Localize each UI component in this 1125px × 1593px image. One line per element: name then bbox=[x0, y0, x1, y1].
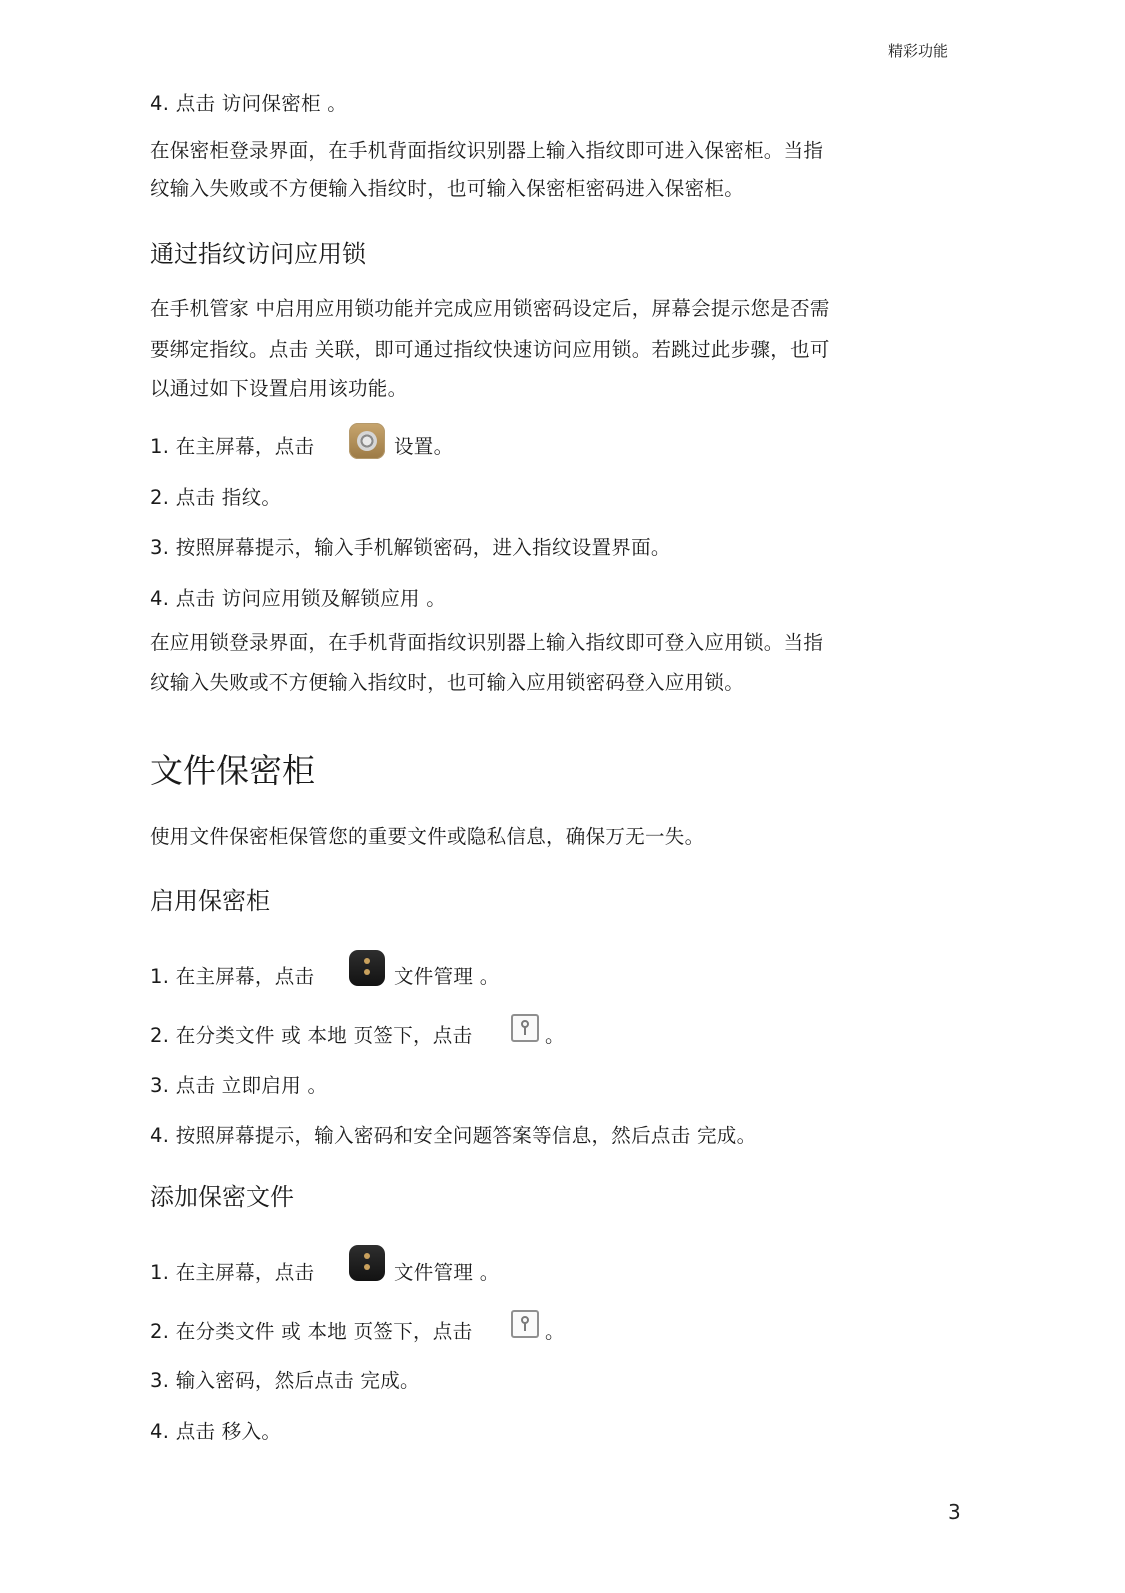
enable-step3: 3. 点击 立即启用 。 bbox=[150, 1074, 328, 1097]
applock-para-line1: 在手机管家 中启用应用锁功能并完成应用锁密码设定后，屏幕会提示您是否需 bbox=[150, 297, 830, 320]
safe-access-para-line1: 在保密柜登录界面，在手机背面指纹识别器上输入指纹即可进入保密柜。当指 bbox=[150, 139, 824, 162]
settings-gear-icon bbox=[349, 423, 385, 459]
enable-step1-prefix: 1. 在主屏幕，点击 bbox=[150, 965, 315, 988]
applock-para-line3: 以通过如下设置启用该功能。 bbox=[150, 377, 408, 400]
enable-step2-suffix: 。 bbox=[545, 1024, 565, 1047]
file-manager-icon bbox=[349, 1245, 385, 1281]
file-safe-title: 文件保密柜 bbox=[150, 751, 315, 790]
file-manager-icon bbox=[349, 950, 385, 986]
enable-step4: 4. 按照屏幕提示，输入密码和安全问题答案等信息，然后点击 完成。 bbox=[150, 1124, 757, 1147]
applock-section-title: 通过指纹访问应用锁 bbox=[150, 240, 366, 268]
applock-step2: 2. 点击 指纹。 bbox=[150, 486, 282, 509]
applock-step1-prefix: 1. 在主屏幕，点击 bbox=[150, 435, 315, 458]
add-files-title: 添加保密文件 bbox=[150, 1183, 294, 1211]
file-safe-intro: 使用文件保密柜保管您的重要文件或隐私信息，确保万无一失。 bbox=[150, 825, 705, 848]
applock-para-line2: 要绑定指纹。点击 关联，即可通过指纹快速访问应用锁。若跳过此步骤，也可 bbox=[150, 338, 830, 361]
add-step2-suffix: 。 bbox=[545, 1320, 565, 1343]
applock-step3: 3. 按照屏幕提示，输入手机解锁密码，进入指纹设置界面。 bbox=[150, 536, 671, 559]
safe-keyhole-icon bbox=[511, 1014, 539, 1042]
page-number: 3 bbox=[948, 1500, 961, 1524]
applock-result-line2: 纹输入失败或不方便输入指纹时，也可输入应用锁密码登入应用锁。 bbox=[150, 671, 745, 694]
add-step3: 3. 输入密码，然后点击 完成。 bbox=[150, 1369, 420, 1392]
applock-step4: 4. 点击 访问应用锁及解锁应用 。 bbox=[150, 587, 447, 610]
enable-safe-title: 启用保密柜 bbox=[150, 887, 270, 915]
safe-access-step4: 4. 点击 访问保密柜 。 bbox=[150, 92, 348, 115]
add-step1-suffix: 文件管理 。 bbox=[394, 1261, 500, 1284]
applock-result-line1: 在应用锁登录界面，在手机背面指纹识别器上输入指纹即可登入应用锁。当指 bbox=[150, 631, 824, 654]
safe-access-para-line2: 纹输入失败或不方便输入指纹时，也可输入保密柜密码进入保密柜。 bbox=[150, 177, 745, 200]
add-step4: 4. 点击 移入。 bbox=[150, 1420, 282, 1443]
enable-step2-prefix: 2. 在分类文件 或 本地 页签下，点击 bbox=[150, 1024, 473, 1047]
safe-keyhole-icon bbox=[511, 1310, 539, 1338]
add-step1-prefix: 1. 在主屏幕，点击 bbox=[150, 1261, 315, 1284]
add-step2-prefix: 2. 在分类文件 或 本地 页签下，点击 bbox=[150, 1320, 473, 1343]
applock-step1-suffix: 设置。 bbox=[394, 435, 454, 458]
enable-step1-suffix: 文件管理 。 bbox=[394, 965, 500, 988]
chapter-header: 精彩功能 bbox=[888, 42, 949, 60]
